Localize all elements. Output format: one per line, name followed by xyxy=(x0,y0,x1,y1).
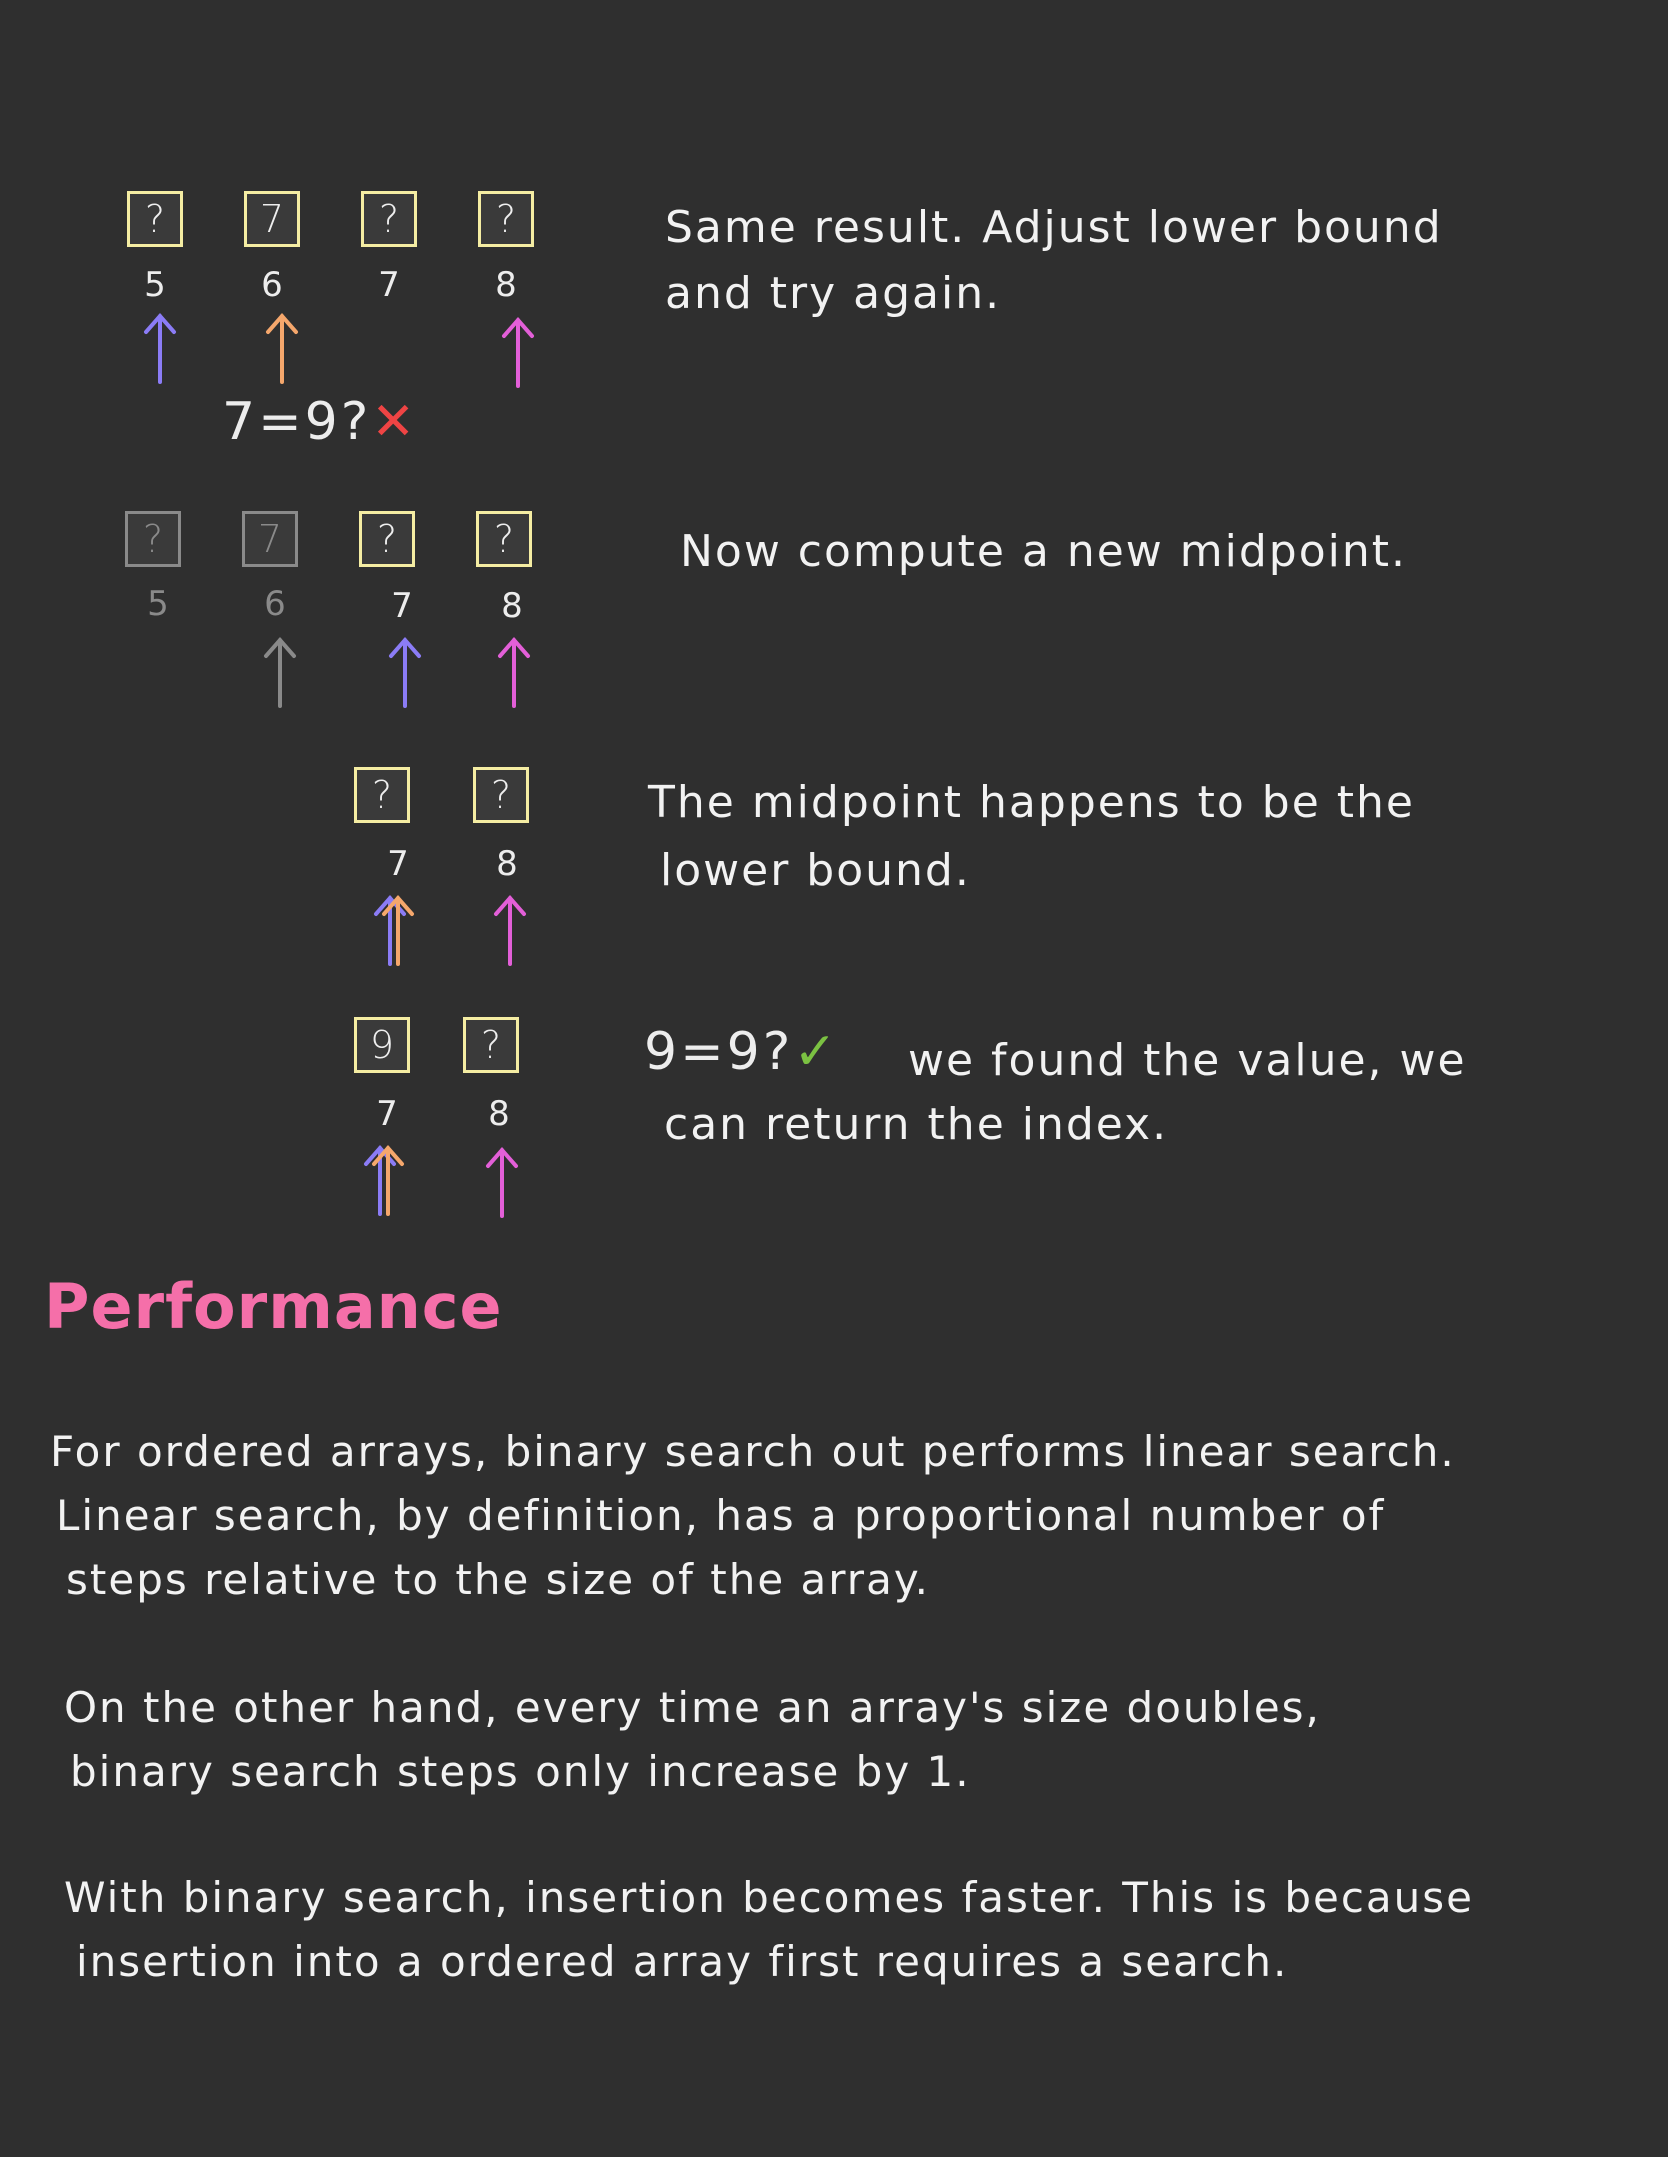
upper-bound-arrow xyxy=(494,636,534,708)
step-note-line: we found the value, we xyxy=(908,1035,1467,1086)
array-cell-excluded: ? xyxy=(125,511,181,567)
upper-bound-arrow xyxy=(490,894,530,966)
array-index: 8 xyxy=(501,586,523,626)
array-cell: ? xyxy=(463,1017,519,1073)
array-index: 7 xyxy=(387,844,409,884)
array-cell: ? xyxy=(359,511,415,567)
cross-icon: ✕ xyxy=(371,392,418,452)
array-index: 7 xyxy=(391,586,413,626)
paragraph-line: Linear search, by definition, has a proportional number of xyxy=(56,1491,1386,1540)
comparison-text: 7=9? xyxy=(222,392,372,452)
array-cell-excluded: 7 xyxy=(242,511,298,567)
upper-bound-arrow xyxy=(482,1146,522,1218)
midpoint-arrow xyxy=(378,894,418,966)
step-note-line: Same result. Adjust lower bound xyxy=(665,202,1443,253)
section-heading: Performance xyxy=(44,1270,503,1343)
step-note-line: The midpoint happens to be the xyxy=(648,777,1415,828)
array-cell: ? xyxy=(127,191,183,247)
previous-midpoint-arrow xyxy=(260,636,300,708)
comparison-text: 9=9? xyxy=(644,1022,794,1082)
upper-bound-arrow xyxy=(498,316,538,388)
paragraph-line: insertion into a ordered array first requires a search. xyxy=(76,1937,1289,1986)
array-index: 8 xyxy=(496,844,518,884)
check-icon: ✓ xyxy=(793,1022,840,1082)
array-cell: 7 xyxy=(244,191,300,247)
paragraph-line: steps relative to the size of the array. xyxy=(66,1555,931,1604)
array-cell: ? xyxy=(476,511,532,567)
array-index-excluded: 5 xyxy=(147,584,169,624)
step-note-line: and try again. xyxy=(665,268,1002,319)
array-index: 7 xyxy=(378,265,400,305)
array-cell-found: 9 xyxy=(354,1017,410,1073)
array-index: 8 xyxy=(488,1094,510,1134)
lower-bound-arrow xyxy=(140,312,180,384)
comparison xyxy=(222,392,418,452)
array-index: 6 xyxy=(261,265,283,305)
array-index-excluded: 6 xyxy=(264,584,286,624)
array-index: 7 xyxy=(376,1094,398,1134)
array-index: 8 xyxy=(495,265,517,305)
paragraph-line: binary search steps only increase by 1. xyxy=(70,1747,971,1796)
array-cell: ? xyxy=(473,767,529,823)
array-cell: ? xyxy=(478,191,534,247)
step-note-line: can return the index. xyxy=(664,1099,1169,1150)
comparison xyxy=(644,1022,840,1082)
paragraph-line: On the other hand, every time an array's size doubles, xyxy=(64,1683,1321,1732)
step-note-line: Now compute a new midpoint. xyxy=(680,526,1407,577)
array-cell: ? xyxy=(354,767,410,823)
lower-bound-arrow xyxy=(385,636,425,708)
midpoint-arrow xyxy=(262,312,302,384)
midpoint-arrow xyxy=(368,1144,408,1216)
array-cell: ? xyxy=(361,191,417,247)
paragraph-line: For ordered arrays, binary search out performs linear search. xyxy=(50,1427,1456,1476)
step-note-line: lower bound. xyxy=(660,845,971,896)
array-index: 5 xyxy=(144,265,166,305)
paragraph-line: With binary search, insertion becomes faster. This is because xyxy=(64,1873,1475,1922)
